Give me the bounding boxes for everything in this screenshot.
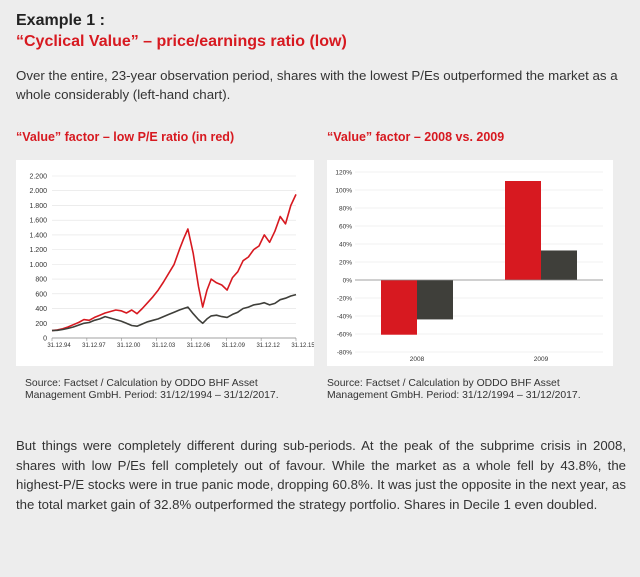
bar-red bbox=[505, 181, 541, 280]
intro-paragraph: Over the entire, 23-year observation period, shares with the lowest P/Es outperformed the market as a whole considerably (left-hand chart). bbox=[16, 68, 618, 102]
x-tick-label: 31.12.12 bbox=[256, 343, 280, 349]
series-line-dark bbox=[52, 295, 296, 331]
y-tick-label: 400 bbox=[35, 306, 47, 314]
y-tick-label: 20% bbox=[338, 259, 352, 267]
line-chart bbox=[16, 160, 314, 366]
y-tick-label: 40% bbox=[338, 241, 352, 249]
y-tick-label: -80% bbox=[336, 349, 352, 357]
example-label: Example 1 : bbox=[16, 12, 105, 29]
page-title: “Cyclical Value” – price/earnings ratio (low) bbox=[16, 33, 347, 50]
y-tick-label: -20% bbox=[336, 295, 352, 303]
y-tick-label: -40% bbox=[336, 313, 352, 321]
y-tick-label: 1.200 bbox=[29, 247, 47, 255]
x-tick-label: 31.12.06 bbox=[186, 343, 211, 349]
x-tick-label: 31.12.15 bbox=[291, 343, 314, 349]
y-tick-label: 1.000 bbox=[29, 261, 47, 269]
y-tick-label: 1.400 bbox=[29, 232, 47, 240]
x-tick-label: 31.12.09 bbox=[221, 343, 245, 349]
y-tick-label: 0 bbox=[43, 335, 47, 343]
outro-paragraph: But things were completely different during sub-periods. At the peak of the subprime crisis in 2008, shares with low P/Es fell completely out of favour. While the market as a whole fell by 43.8%, the highest-P/E stocks were in true panic mode, dropping 60.8%. It was just the opposite in the next year, as the total market gain of 32.8% outperformed the strategy portfolio. Shares in Decile 1 even doubled. bbox=[16, 438, 626, 512]
x-tick-label: 2008 bbox=[409, 356, 425, 363]
y-tick-label: 1.600 bbox=[29, 217, 47, 225]
y-tick-label: 80% bbox=[338, 205, 352, 213]
y-tick-label: 200 bbox=[35, 320, 47, 328]
x-tick-label: 31.12.97 bbox=[82, 343, 106, 349]
y-tick-label: 2.200 bbox=[29, 173, 47, 181]
y-tick-label: 60% bbox=[338, 223, 352, 231]
y-tick-label: 120% bbox=[335, 169, 352, 177]
x-tick-label: 2009 bbox=[533, 356, 549, 363]
y-tick-label: -60% bbox=[336, 331, 352, 339]
right-chart-title: “Value” factor – 2008 vs. 2009 bbox=[327, 130, 505, 144]
y-tick-label: 600 bbox=[35, 291, 47, 299]
y-tick-label: 100% bbox=[335, 187, 352, 195]
x-tick-label: 31.12.00 bbox=[117, 343, 141, 349]
y-tick-label: 800 bbox=[35, 276, 47, 284]
right-chart-panel bbox=[327, 160, 613, 366]
bar-chart bbox=[327, 160, 613, 366]
left-chart-source: Source: Factset / Calculation by ODDO BHF Asset Management GmbH. Period: 31/12/1994 – 31/12/2017. bbox=[25, 378, 279, 401]
y-tick-label: 1.800 bbox=[29, 202, 47, 210]
series-line-red bbox=[52, 194, 296, 330]
left-chart-title: “Value” factor – low P/E ratio (in red) bbox=[16, 130, 235, 144]
bar-dark bbox=[541, 250, 577, 280]
left-chart-panel bbox=[16, 160, 314, 366]
y-tick-label: 2.000 bbox=[29, 188, 47, 196]
bar-dark bbox=[417, 280, 453, 319]
x-tick-label: 31.12.94 bbox=[47, 343, 71, 349]
y-tick-label: 0% bbox=[342, 277, 352, 285]
x-tick-label: 31.12.03 bbox=[151, 343, 176, 349]
right-chart-source: Source: Factset / Calculation by ODDO BHF Asset Management GmbH. Period: 31/12/1994 – 31/12/2017. bbox=[327, 378, 581, 401]
bar-red bbox=[381, 280, 417, 335]
